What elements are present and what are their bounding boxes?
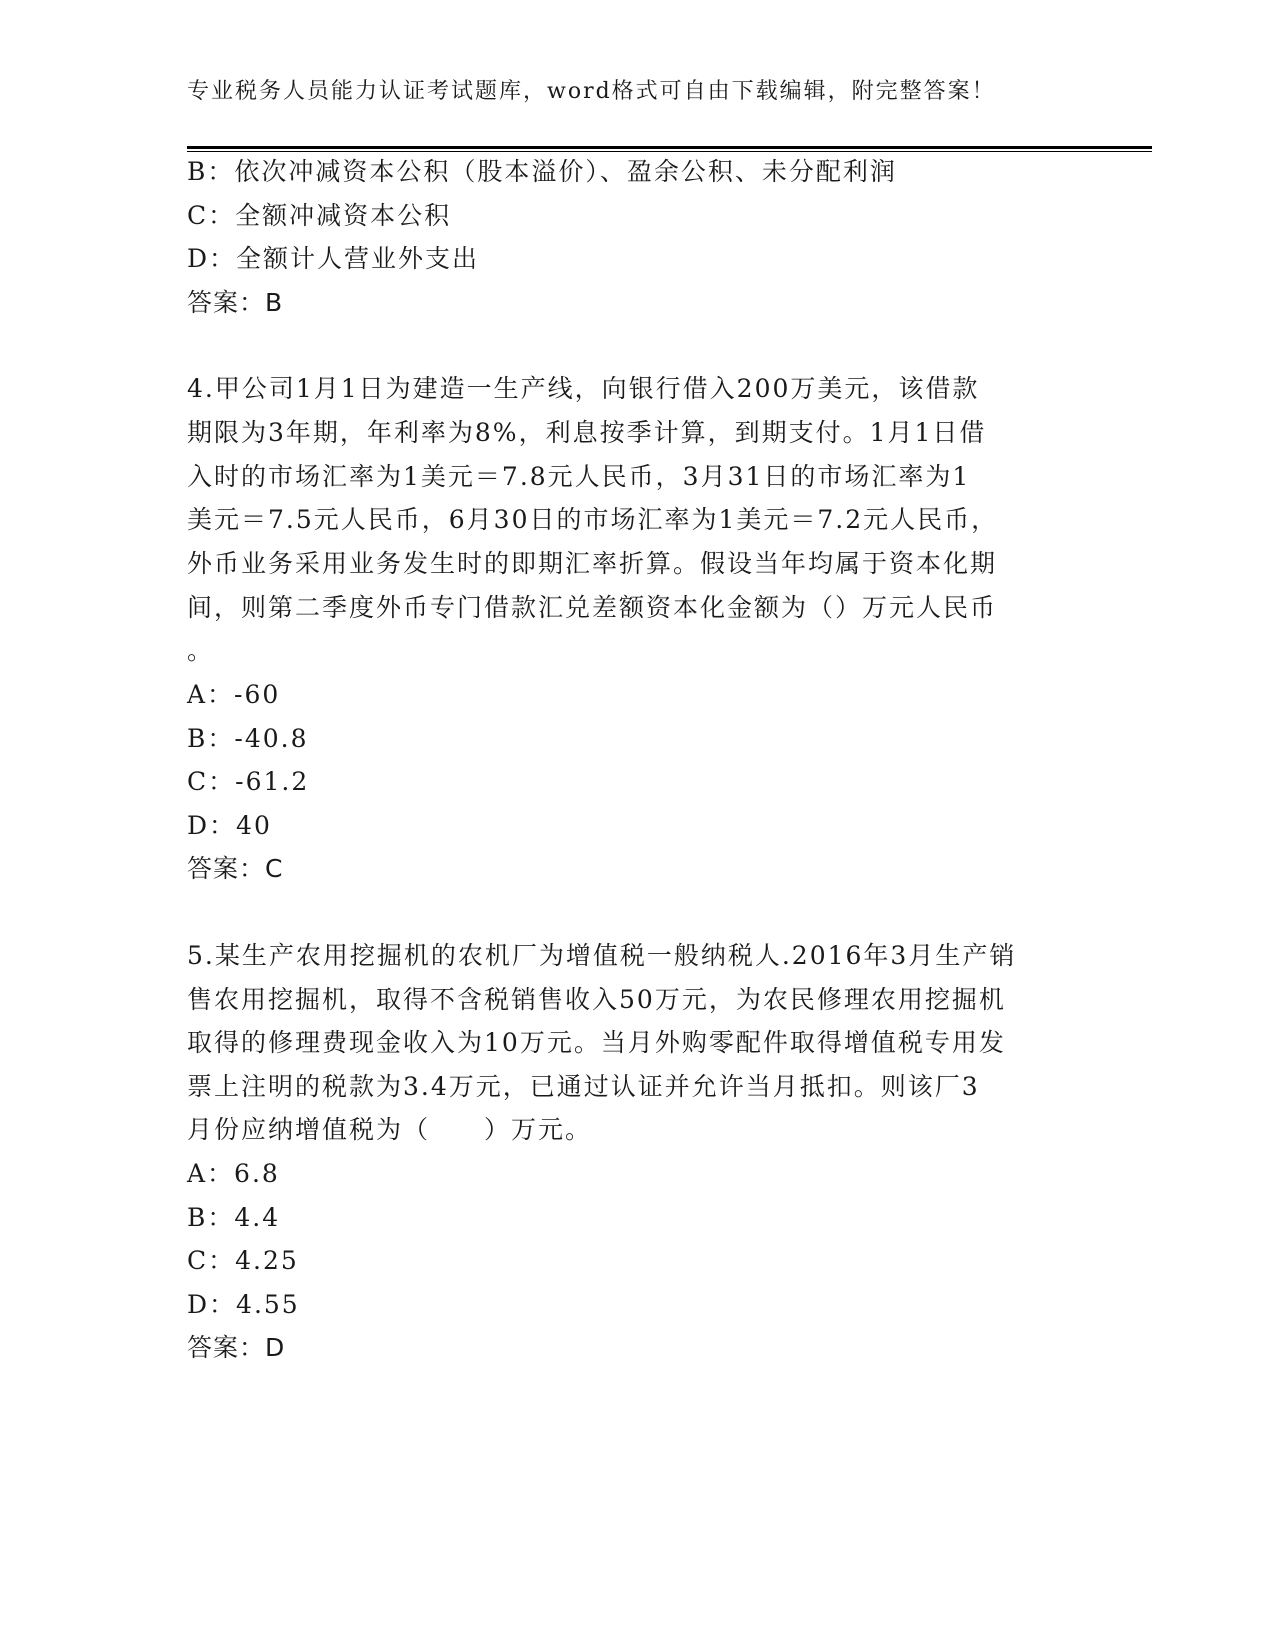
q5-stem-line: 取得的修理费现金收入为10万元。当月外购零配件取得增值税专用发 bbox=[187, 1028, 1006, 1057]
q4-option-a: A：-60 bbox=[187, 680, 281, 709]
q4-answer: 答案：C bbox=[187, 854, 284, 883]
q5-stem-line: 售农用挖掘机，取得不含税销售收入50万元，为农民修理农用挖掘机 bbox=[187, 985, 1006, 1014]
q3-option-d: D：全额计人营业外支出 bbox=[187, 244, 480, 273]
q4-stem-line: 。 bbox=[187, 636, 215, 665]
q4-stem-line: 间，则第二季度外币专门借款汇兑差额资本化金额为（）万元人民币 bbox=[187, 593, 998, 622]
q3-option-b: B：依次冲减资本公积（股本溢价）、盈余公积、未分配利润 bbox=[187, 157, 897, 186]
q4-stem-line: 外币业务采用业务发生时的即期汇率折算。假设当年均属于资本化期 bbox=[187, 549, 998, 578]
q4-option-b: B：-40.8 bbox=[187, 724, 309, 753]
q4-stem-line: 美元＝7.5元人民币，6月30日的市场汇率为1美元＝7.2元人民币， bbox=[187, 505, 999, 534]
q3-answer: 答案：B bbox=[187, 288, 284, 317]
q4-stem-line: 4.甲公司1月1日为建造一生产线，向银行借入200万美元，该借款 bbox=[187, 374, 980, 403]
q4-stem-line: 期限为3年期，年利率为8%，利息按季计算，到期支付。1月1日借 bbox=[187, 418, 987, 447]
q4-stem-line: 入时的市场汇率为1美元＝7.8元人民币，3月31日的市场汇率为1 bbox=[187, 462, 971, 491]
q4-option-c: C：-61.2 bbox=[187, 767, 310, 796]
q5-option-a: A：6.8 bbox=[187, 1159, 280, 1188]
q5-option-c: C：4.25 bbox=[187, 1246, 299, 1275]
q5-option-b: B：4.4 bbox=[187, 1203, 281, 1232]
header-divider-thin bbox=[187, 151, 1152, 152]
q5-answer: 答案：D bbox=[187, 1333, 286, 1362]
q5-stem-line: 5.某生产农用挖掘机的农机厂为增值税一般纳税人.2016年3月生产销 bbox=[187, 941, 1017, 970]
header-divider bbox=[187, 146, 1152, 149]
q3-option-c: C：全额冲减资本公积 bbox=[187, 201, 452, 230]
q5-stem-line: 票上注明的税款为3.4万元，已通过认证并允许当月抵扣。则该厂3 bbox=[187, 1072, 980, 1101]
q4-option-d: D：40 bbox=[187, 811, 272, 840]
header-title: 专业税务人员能力认证考试题库，word格式可自由下载编辑，附完整答案！ bbox=[187, 79, 996, 104]
q5-stem-line: 月份应纳增值税为（ ）万元。 bbox=[187, 1115, 593, 1144]
q5-option-d: D：4.55 bbox=[187, 1290, 300, 1319]
